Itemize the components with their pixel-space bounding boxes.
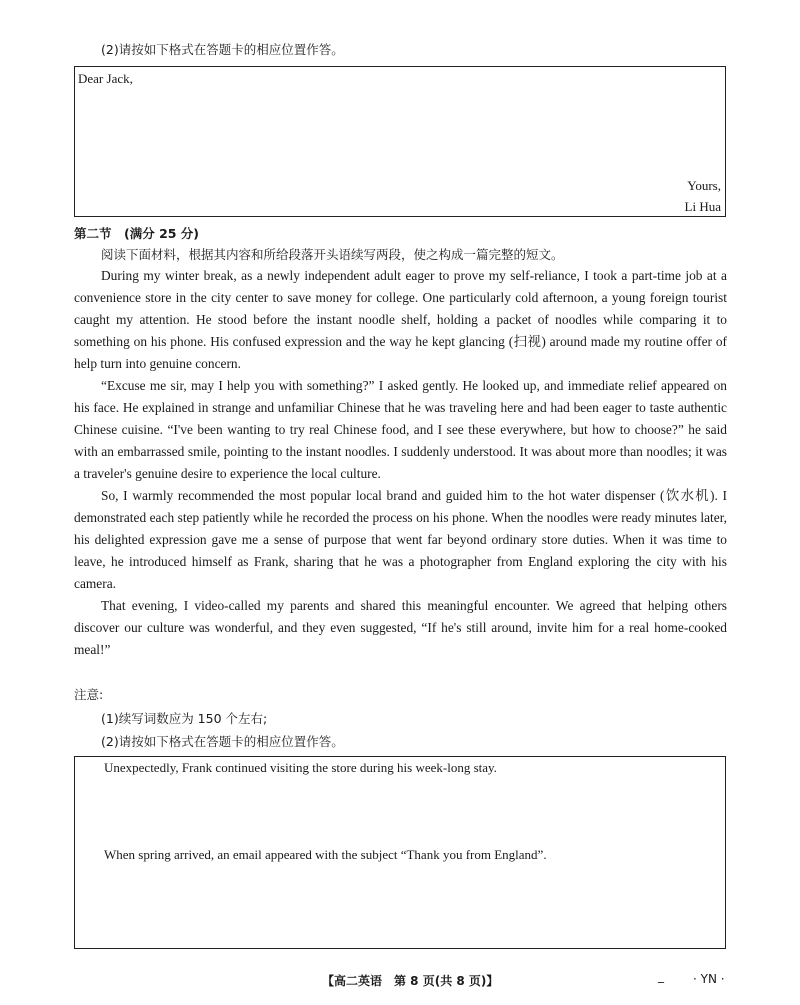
letter-salutation: Dear Jack, bbox=[78, 71, 133, 86]
continuation-answer-box[interactable] bbox=[74, 756, 726, 949]
passage-paragraph: During my winter break, as a newly independent adult eager to prove my self-reliance, I took a part-time job at a convenience store in the city center to save money for college. One particularly cold afternoon, a young foreign tourist caught my attention. He stood before the instant noodle shelf, holding a packet of noodles while comparing it to something on his phone. His confused expression and the way he kept glancing (扫视) around made my routine offer of help turn into genuine concern. bbox=[74, 268, 727, 371]
letter-answer-box[interactable] bbox=[74, 66, 726, 217]
footer-code: · YN · bbox=[693, 972, 725, 986]
paragraph-opening-1: Unexpectedly, Frank continued visiting the store during his week-long stay. bbox=[104, 760, 497, 775]
reading-passage bbox=[74, 265, 727, 661]
note-item: (1)续写词数应为 150 个左右; bbox=[101, 711, 268, 726]
letter-signature: Li Hua bbox=[684, 199, 721, 214]
notes-heading: 注意: bbox=[74, 687, 104, 702]
footer-dash: _ bbox=[658, 969, 664, 983]
passage-paragraph: “Excuse me sir, may I help you with something?” I asked gently. He looked up, and immediate relief appeared on his face. He explained in strange and unfamiliar Chinese that he was traveling here and had been eager to taste authentic Chinese cuisine. “I've been wanting to try real Chinese food, and I see these everywhere, but how to choose?” he said with an embarrassed smile, pointing to the instant noodles. I suddenly understood. It was about more than noodles; it was a traveler's genuine desire to experience the local culture. bbox=[74, 378, 727, 481]
passage-paragraph: That evening, I video-called my parents and shared this meaningful encounter. We agreed that helping others discover our culture was wonderful, and they even suggested, “If he's still around, invite him for a real home-cooked meal!” bbox=[74, 598, 727, 657]
letter-closing: Yours, bbox=[687, 178, 721, 193]
writing-instruction: (2)请按如下格式在答题卡的相应位置作答。 bbox=[101, 42, 344, 57]
passage-paragraph: So, I warmly recommended the most popular local brand and guided him to the hot water dispenser (饮水机). I demonstrated each step patiently while he recorded the process on his phone. When the noodles were ready minutes later, his delighted expression gave me a sense of purpose that went far beyond ordinary store duties. When it was time to leave, he introduced himself as Frank, sharing that he was a photographer from England exploring the city with his camera. bbox=[74, 488, 727, 591]
page-footer-label: 【高二英语 第 8 页(共 8 页)】 bbox=[322, 974, 499, 988]
section-directions: 阅读下面材料，根据其内容和所给段落开头语续写两段，使之构成一篇完整的短文。 bbox=[101, 247, 564, 262]
note-item: (2)请按如下格式在答题卡的相应位置作答。 bbox=[101, 734, 344, 749]
paragraph-opening-2: When spring arrived, an email appeared with the subject “Thank you from England”. bbox=[104, 847, 547, 862]
section-title: 第二节 (满分 25 分) bbox=[74, 226, 200, 241]
